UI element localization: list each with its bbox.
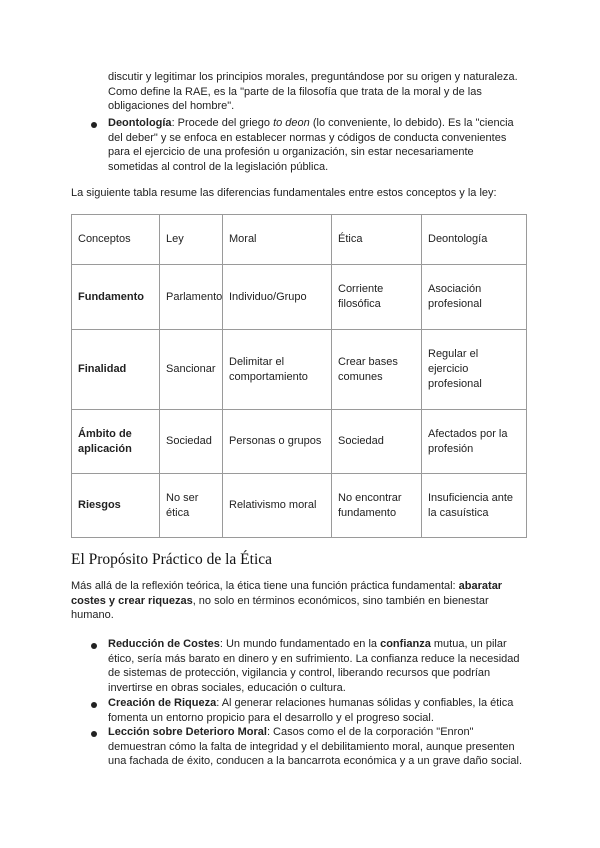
list-item bbox=[108, 725, 528, 769]
deontologia-line-1: Deontología: Procede del griego to deon (lo conveniente, lo debido). Es la "ciencia bbox=[108, 117, 514, 129]
table-cell: Individuo/Grupo bbox=[223, 265, 332, 330]
intro-paragraph bbox=[71, 579, 531, 623]
continuation-line: obligaciones del hombre". bbox=[108, 100, 235, 113]
table-cell: Crear bases comunes bbox=[332, 330, 422, 410]
list-line-1: Reducción de Costes: Un mundo fundamentado en la confianza mutua, un pilar bbox=[108, 638, 507, 650]
table-row bbox=[72, 265, 527, 330]
table-cell: Sociedad bbox=[332, 410, 422, 474]
table-row bbox=[72, 330, 527, 410]
list-line: una fachada de éxito, conducen a la bancarrota económica y a un grave daño social. bbox=[108, 755, 522, 768]
table-cell: Regular el ejercicio profesional bbox=[422, 330, 527, 410]
bullet-icon bbox=[91, 643, 97, 649]
table-cell: Asociación profesional bbox=[422, 265, 527, 330]
paragraph-line-3: humano. bbox=[71, 609, 114, 622]
list-line: demuestran cómo la falta de integridad y el debilitamiento moral, aunque presenten bbox=[108, 740, 515, 753]
section-heading: El Propósito Práctico de la Ética bbox=[71, 551, 273, 568]
table-intro: La siguiente tabla resume las diferencias fundamentales entre estos conceptos y la ley: bbox=[71, 187, 497, 199]
bullet-icon bbox=[91, 702, 97, 708]
bullet-icon bbox=[91, 731, 97, 737]
table-header: Ética bbox=[332, 215, 422, 265]
table-cell: Sancionar bbox=[160, 330, 223, 410]
comparison-table bbox=[71, 214, 527, 538]
deontologia-line: sometidas al control de la legislación pública. bbox=[108, 160, 329, 173]
list-line-1: Lección sobre Deterioro Moral: Casos como el de la corporación "Enron" bbox=[108, 726, 474, 738]
row-label: Finalidad bbox=[72, 330, 160, 410]
table-cell: Personas o grupos bbox=[223, 410, 332, 474]
table-cell: No encontrar fundamento bbox=[332, 474, 422, 538]
table-cell: Delimitar el comportamiento bbox=[223, 330, 332, 410]
list-item bbox=[108, 696, 528, 725]
bullet-icon bbox=[91, 122, 97, 128]
table-header: Conceptos bbox=[72, 215, 160, 265]
paragraph-line-2: costes y crear riquezas, no solo en términos económicos, sino también en bienestar bbox=[71, 594, 489, 607]
row-label: Riesgos bbox=[72, 474, 160, 538]
table-header-row bbox=[72, 215, 527, 265]
deontologia-line: del deber" y se enfoca en establecer normas y códigos de conducta convenientes bbox=[108, 131, 507, 144]
table-row bbox=[72, 410, 527, 474]
list-line-1: Creación de Riqueza: Al generar relaciones humanas sólidas y confiables, la ética bbox=[108, 697, 514, 709]
table-cell: Relativismo moral bbox=[223, 474, 332, 538]
list-line: de sistemas de protección, vigilancia y control, liberando recursos que podrían bbox=[108, 667, 491, 680]
deontologia-line: para el ejercicio de una profesión u organización, sin estar necesariamente bbox=[108, 146, 474, 159]
paragraph-line-1: Más allá de la reflexión teórica, la ética tiene una función práctica fundamental: abaratar bbox=[71, 580, 503, 592]
table-header: Deontología bbox=[422, 215, 527, 265]
table-cell: Afectados por la profesión bbox=[422, 410, 527, 474]
list-line: ético, sería más barato en dinero y en sufrimiento. La confianza reduce la necesidad bbox=[108, 652, 520, 665]
row-label: Fundamento bbox=[72, 265, 160, 330]
table-cell: Insuficiencia ante la casuística bbox=[422, 474, 527, 538]
table-cell: No ser ética bbox=[160, 474, 223, 538]
table-header: Ley bbox=[160, 215, 223, 265]
list-line: fomenta un entorno propicio para el desarrollo y el progreso social. bbox=[108, 711, 434, 724]
continuation-line: discutir y legitimar los principios morales, preguntándose por su origen y naturaleza. bbox=[108, 71, 518, 83]
list-line: invertirse en obras sociales, educación o cultura. bbox=[108, 681, 346, 694]
table-cell: Corriente filosófica bbox=[332, 265, 422, 330]
table-row bbox=[72, 474, 527, 538]
row-label: Ámbito de aplicación bbox=[72, 410, 160, 474]
continuation-line: Como define la RAE, es la "parte de la filosofía que trata de la moral y de las bbox=[108, 85, 482, 98]
table-cell: Sociedad bbox=[160, 410, 223, 474]
deontologia-item bbox=[108, 116, 528, 174]
table-header: Moral bbox=[223, 215, 332, 265]
table-cell: Parlamento bbox=[160, 265, 223, 330]
list-item bbox=[108, 637, 528, 695]
continuation-text bbox=[108, 70, 528, 114]
